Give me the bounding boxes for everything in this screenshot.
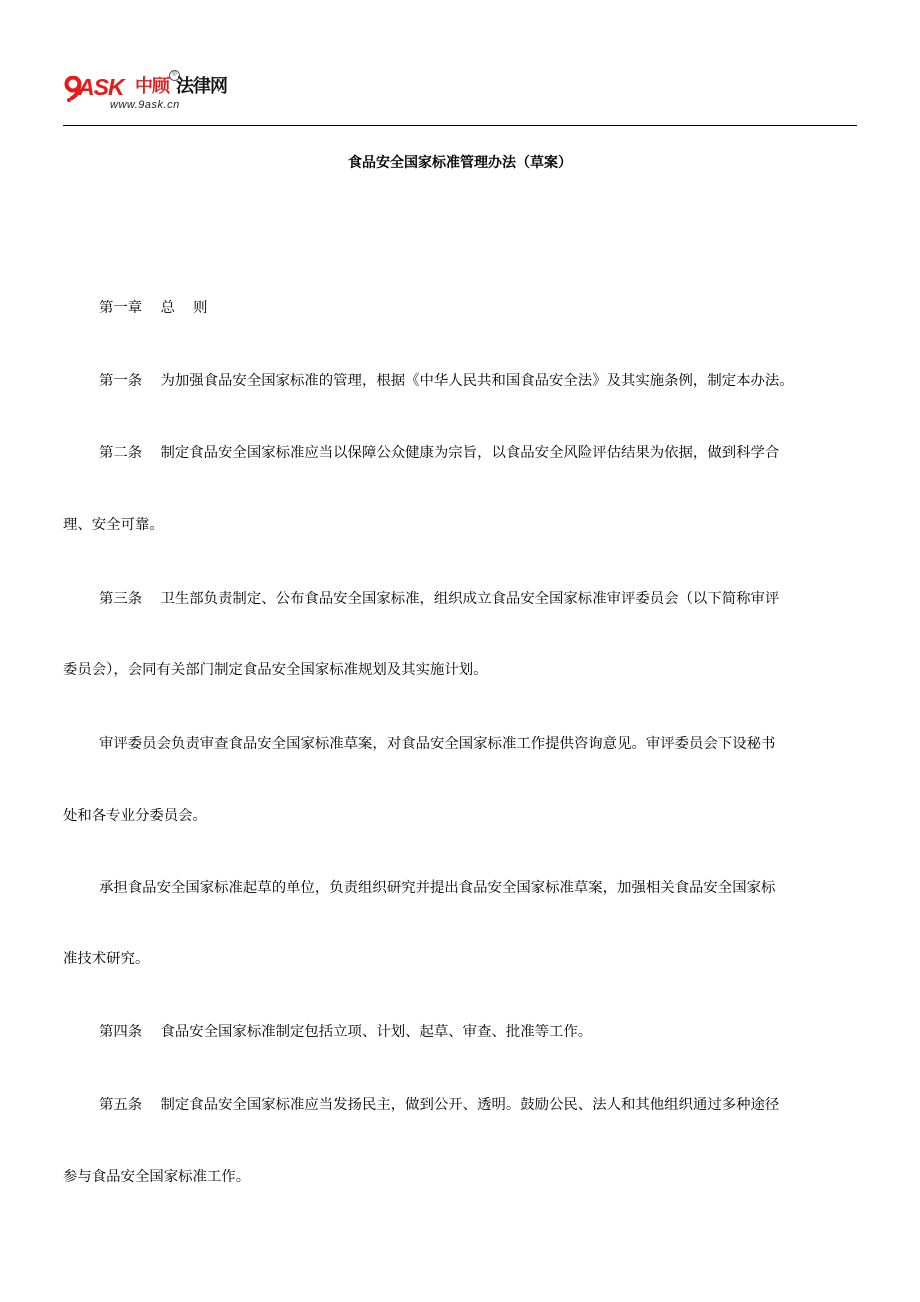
registered-mark-icon: ®	[169, 70, 180, 81]
paragraph-review-committee-line-1: 审评委员会负责审查食品安全国家标准草案，对食品安全国家标准工作提供咨询意见。审评委员会下设秘书	[99, 736, 776, 752]
article-1: 第一条 为加强食品安全国家标准的管理，根据《中华人民共和国食品安全法》及其实施条例，制定本办法。	[99, 373, 794, 389]
logo-brand-text: ASK	[78, 74, 124, 100]
header-divider	[63, 125, 857, 126]
document-title: 食品安全国家标准管理办法（草案）	[348, 155, 572, 171]
paragraph-drafting-unit-line-2: 准技术研究。	[63, 951, 150, 967]
paragraph-review-committee-line-2: 处和各专业分委员会。	[63, 808, 207, 824]
chapter-heading: 第一章 总 则	[99, 300, 208, 316]
paragraph-drafting-unit-line-1: 承担食品安全国家标准起草的单位，负责组织研究并提出食品安全国家标准草案，加强相关食品安全国家标	[99, 880, 776, 896]
article-3-line-1: 第三条 卫生部负责制定、公布食品安全国家标准，组织成立食品安全国家标准审评委员会（以下简称审评	[99, 591, 780, 607]
article-5-line-1: 第五条 制定食品安全国家标准应当发扬民主，做到公开、透明。鼓励公民、法人和其他组织通过多种途径	[99, 1097, 780, 1113]
logo-chinese-name-part1: 中顾	[135, 76, 169, 97]
article-2-line-1: 第二条 制定食品安全国家标准应当以保障公众健康为宗旨，以食品安全风险评估结果为依据，做到科学合	[99, 445, 780, 461]
article-5-line-2: 参与食品安全国家标准工作。	[63, 1169, 251, 1185]
article-2-line-2: 理、安全可靠。	[63, 517, 164, 533]
logo-chinese-name-part2: 法律网	[176, 76, 227, 97]
logo-url[interactable]: www.9ask.cn	[110, 99, 180, 111]
article-3-line-2: 委员会），会同有关部门制定食品安全国家标准规划及其实施计划。	[63, 662, 488, 678]
site-logo[interactable]	[64, 70, 244, 118]
article-4: 第四条 食品安全国家标准制定包括立项、计划、起草、审查、批准等工作。	[99, 1024, 593, 1040]
